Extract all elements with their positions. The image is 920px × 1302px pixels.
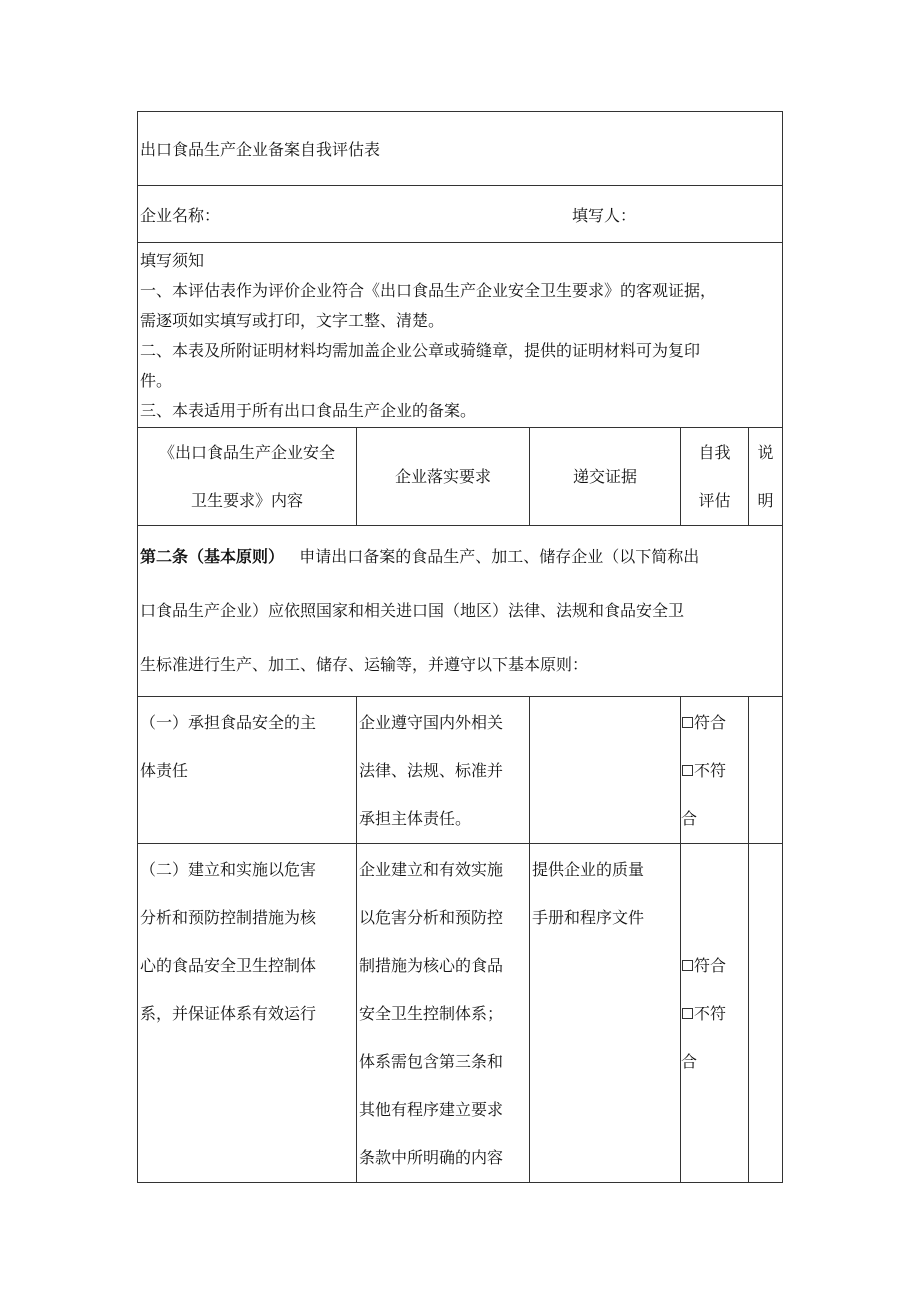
header-evidence: 递交证据 <box>530 428 681 526</box>
filling-instructions <box>138 243 783 428</box>
article-line: 申请出口备案的食品生产、加工、储存企业（以下简称出 <box>299 547 700 566</box>
checkbox-nonconform[interactable] <box>682 1008 693 1019</box>
article-heading: 第二条（基本原则） <box>140 547 285 566</box>
item-remark[interactable] <box>749 697 783 844</box>
notes-heading: 填写须知 <box>140 251 205 270</box>
item-requirement: 企业遵守国内外相关 法律、法规、标准并 承担主体责任。 <box>357 697 530 844</box>
notes-line: 需逐项如实填写或打印，文字工整、清楚。 <box>140 311 445 330</box>
assessment-table <box>137 111 783 1183</box>
item-content: （二）建立和实施以危害 分析和预防控制措施为核 心的食品安全卫生控制体 系，并保证体系有效运行 <box>138 844 357 1183</box>
article-row <box>138 526 783 697</box>
table-row <box>138 697 783 844</box>
form-title: 出口食品生产企业备案自我评估表 <box>138 112 783 186</box>
checkbox-nonconform[interactable] <box>682 765 693 776</box>
item-evidence: 提供企业的质量 手册和程序文件 <box>530 844 681 1183</box>
self-assessment-form <box>137 111 782 1183</box>
company-row <box>138 186 783 243</box>
item-content: （一）承担食品安全的主 体责任 <box>138 697 357 844</box>
filler-label: 填写人： <box>572 205 637 225</box>
notes-line: 件。 <box>140 371 173 390</box>
header-remark: 说 明 <box>749 428 783 526</box>
column-header-row <box>138 428 783 526</box>
notes-line: 一、本评估表作为评价企业符合《出口食品生产企业安全卫生要求》的客观证据， <box>140 281 717 300</box>
header-requirement: 企业落实要求 <box>357 428 530 526</box>
header-self-eval: 自我 评估 <box>681 428 749 526</box>
company-name-label: 企业名称： <box>140 205 221 225</box>
article-line: 口食品生产企业）应依照国家和相关进口国（地区）法律、法规和食品安全卫 <box>140 601 685 620</box>
item-remark[interactable] <box>749 844 783 1183</box>
checkbox-conform[interactable] <box>682 960 693 971</box>
notes-line: 二、本表及所附证明材料均需加盖企业公章或骑缝章，提供的证明材料可为复印 <box>140 341 701 360</box>
notes-row <box>138 243 783 428</box>
item-evidence <box>530 697 681 844</box>
table-row <box>138 844 783 1183</box>
title-row <box>138 112 783 186</box>
item-requirement: 企业建立和有效实施 以危害分析和预防控 制措施为核心的食品 安全卫生控制体系； 体系需包含第三条和 其他有程序建立要求 条款中所明确的内容 <box>357 844 530 1183</box>
self-eval-options: 符合 不符 合 <box>681 697 749 844</box>
self-eval-options: 符合 不符 合 <box>681 844 749 1183</box>
header-content: 《出口食品生产企业安全 卫生要求》内容 <box>138 428 357 526</box>
notes-line: 三、本表适用于所有出口食品生产企业的备案。 <box>140 401 477 420</box>
checkbox-conform[interactable] <box>682 717 693 728</box>
article-line: 生标准进行生产、加工、储存、运输等，并遵守以下基本原则： <box>140 655 589 674</box>
article-text <box>138 526 783 697</box>
